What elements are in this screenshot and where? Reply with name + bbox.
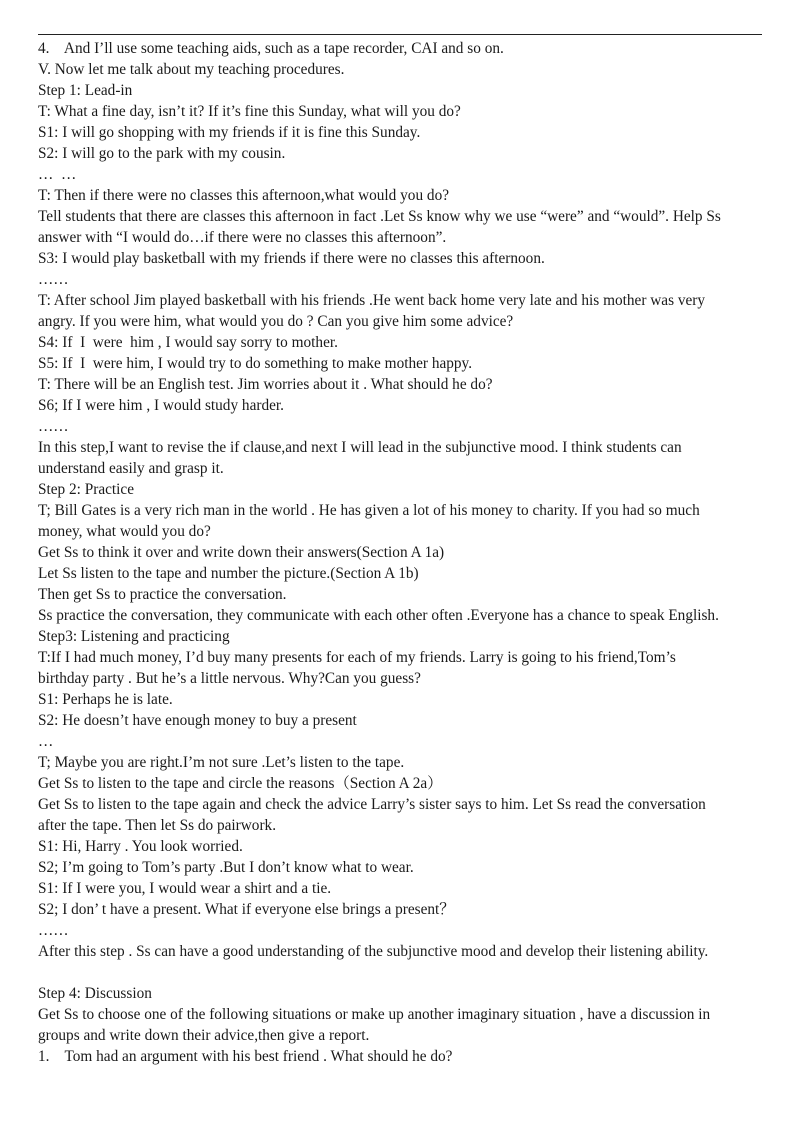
text-line: T; Bill Gates is a very rich man in the world . He has given a lot of his money to charity. If you had so much: [38, 502, 700, 519]
blank-line: [38, 962, 762, 983]
text-line: after the tape. Then let Ss do pairwork.: [38, 817, 277, 834]
text-line: In this step,I want to revise the if clause,and next I will lead in the subjunctive mood. I think students can: [38, 439, 682, 456]
text-line: T; Maybe you are right.I’m not sure .Let’s listen to the tape.: [38, 754, 405, 771]
text-line: T:If I had much money, I’d buy many presents for each of my friends. Larry is going to his friend,Tom’s: [38, 649, 676, 666]
text-line: Get Ss to think it over and write down their answers(Section A 1a): [38, 544, 445, 561]
text-line: understand easily and grasp it.: [38, 460, 224, 477]
document-page: [38, 34, 762, 1067]
text-line: S6; If I were him , I would study harder.: [38, 397, 284, 414]
step-heading: Step 1: Lead-in: [38, 82, 133, 99]
text-line: T: What a fine day, isn’t it? If it’s fine this Sunday, what will you do?: [38, 103, 461, 120]
text-line: birthday party . But he’s a little nervous. Why?Can you guess?: [38, 670, 421, 687]
text-line: V. Now let me talk about my teaching procedures.: [38, 61, 345, 78]
ellipsis-line: ……: [38, 271, 69, 288]
text-line: S2: He doesn’t have enough money to buy a present: [38, 712, 357, 729]
ellipsis-line: ……: [38, 922, 69, 939]
step-heading: Step3: Listening and practicing: [38, 628, 230, 645]
step-heading: Step 4: Discussion: [38, 985, 152, 1002]
ellipsis-line: … …: [38, 166, 77, 183]
text-line: Let Ss listen to the tape and number the picture.(Section A 1b): [38, 565, 419, 582]
text-line: money, what would you do?: [38, 523, 211, 540]
text-line: Get Ss to listen to the tape again and check the advice Larry’s sister says to him. Let Ss read the conversation: [38, 796, 706, 813]
text-line: Ss practice the conversation, they communicate with each other often .Everyone has a chance to speak English.: [38, 607, 719, 624]
text-line: S4: If I were him , I would say sorry to mother.: [38, 334, 338, 351]
text-line: Get Ss to choose one of the following situations or make up another imaginary situation , have a discussion in: [38, 1006, 711, 1023]
numbered-item: 1. Tom had an argument with his best friend . What should he do?: [38, 1048, 453, 1065]
text-line: T: Then if there were no classes this afternoon,what would you do?: [38, 187, 450, 204]
text-line: S1: I will go shopping with my friends if it is fine this Sunday.: [38, 124, 421, 141]
text-line: S3: I would play basketball with my friends if there were no classes this afternoon.: [38, 250, 545, 267]
text-line: Tell students that there are classes this afternoon in fact .Let Ss know why we use “were” and “would”. Help Ss: [38, 208, 721, 225]
text-line: T: After school Jim played basketball with his friends .He went back home very late and his mother was very: [38, 292, 706, 309]
text-line: S5: If I were him, I would try to do something to make mother happy.: [38, 355, 473, 372]
text-line: S2; I’m going to Tom’s party .But I don’t know what to wear.: [38, 859, 414, 876]
text-line: S1: If I were you, I would wear a shirt and a tie.: [38, 880, 332, 897]
ellipsis-line: ……: [38, 418, 69, 435]
text-line: S1: Hi, Harry . You look worried.: [38, 838, 243, 855]
text-line: 4. And I’ll use some teaching aids, such as a tape recorder, CAI and so on.: [38, 40, 504, 57]
text-line: Then get Ss to practice the conversation.: [38, 586, 287, 603]
text-line: T: There will be an English test. Jim worries about it . What should he do?: [38, 376, 493, 393]
step-heading: Step 2: Practice: [38, 481, 135, 498]
text-line: S1: Perhaps he is late.: [38, 691, 173, 708]
text-line: answer with “I would do…if there were no classes this afternoon”.: [38, 229, 447, 246]
ellipsis-line: …: [38, 733, 54, 750]
text-line: S2; I don’ t have a present. What if everyone else brings a present？: [38, 901, 455, 918]
text-line: groups and write down their advice,then give a report.: [38, 1027, 370, 1044]
text-line: S2: I will go to the park with my cousin.: [38, 145, 286, 162]
text-line: angry. If you were him, what would you do ? Can you give him some advice?: [38, 313, 514, 330]
text-line: Get Ss to listen to the tape and circle the reasons（Section A 2a）: [38, 775, 443, 792]
text-line: After this step . Ss can have a good understanding of the subjunctive mood and develop their listening ability.: [38, 943, 709, 960]
